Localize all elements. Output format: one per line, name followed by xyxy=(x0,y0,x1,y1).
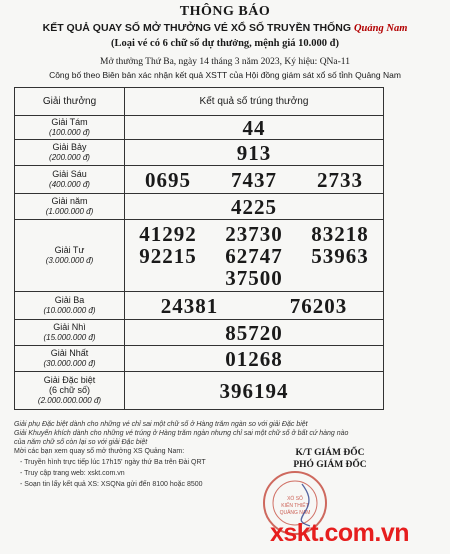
header-result: Kết quả số trúng thưởng xyxy=(125,88,384,116)
svg-text:KIẾN THIẾT: KIẾN THIẾT xyxy=(281,503,309,509)
prize-row-2 xyxy=(15,320,384,346)
prize-value: (100.000 đ) xyxy=(49,128,90,137)
prize-name: Giải Nhì xyxy=(53,322,86,332)
ticket-note: (Loại vé có 6 chữ số dự thưởng, mệnh giá 10.000 đ) xyxy=(110,38,340,49)
prize-row-3 xyxy=(15,292,384,320)
prize-label xyxy=(15,166,125,194)
brand-name: Quảng Nam xyxy=(353,23,408,34)
prize-name: Giải Tư xyxy=(54,245,85,255)
watch-info xyxy=(14,446,254,490)
prize-row-special xyxy=(15,372,384,410)
svg-text:XỔ SỐ: XỔ SỐ xyxy=(287,496,303,502)
prize-value: (400.000 đ) xyxy=(49,180,90,189)
prize-number: 53963 xyxy=(311,243,369,268)
prize-number: 2733 xyxy=(317,167,363,192)
prize-value: (1.000.000 đ) xyxy=(45,207,94,216)
watch-item: - Truyền hình trực tiếp lúc 17h15' ngày thứ Ba trên Đài QRT xyxy=(20,459,206,466)
draw-info: Mở thưởng Thứ Ba, ngày 14 tháng 3 năm 2023, Ký hiệu: QNa-11 xyxy=(100,57,350,67)
prize-numbers xyxy=(125,166,384,194)
watch-item: - Soạn tin lấy kết quả XS: XSQNa gửi đến 8100 hoặc 8500 xyxy=(20,481,203,488)
prize-name: Giải Nhất xyxy=(50,348,89,358)
table-header-row xyxy=(15,88,384,116)
notice-title: THÔNG BÁO xyxy=(179,4,271,19)
signature-role: PHÓ GIÁM ĐỐC xyxy=(293,460,367,470)
prize-label xyxy=(15,220,125,292)
prize-numbers xyxy=(125,220,384,292)
prize-number: 4225 xyxy=(125,194,384,220)
site-watermark: xskt.com.vn xyxy=(270,519,410,547)
results-table xyxy=(14,87,384,410)
note-line: của năm chữ số còn lại so với giải Đặc biệt xyxy=(14,439,148,446)
prize-name: Giải Bảy xyxy=(52,142,87,152)
prize-numbers xyxy=(125,292,384,320)
svg-text:QUẢNG NAM: QUẢNG NAM xyxy=(279,510,311,516)
special-prize-number: 396194 xyxy=(125,372,384,410)
prize-number: 44 xyxy=(125,116,384,140)
prize-number: 85720 xyxy=(125,320,384,346)
prize-notes xyxy=(14,420,394,447)
watch-intro: Mời các bạn xem quay số mở thưởng XS Quảng Nam: xyxy=(14,448,185,455)
prize-value: (2.000.000.000 đ) xyxy=(37,396,102,405)
prize-digits: (6 chữ số) xyxy=(48,385,91,395)
prize-number: 37500 xyxy=(225,265,283,290)
prize-number: 24381 xyxy=(160,293,219,318)
announcement: Công bố theo Biên bản xác nhận kết quả XSTT của Hội đồng giám sát xổ số tỉnh Quảng Nam xyxy=(49,70,401,80)
signature-title: K/T GIÁM ĐỐC xyxy=(295,448,365,458)
prize-value: (3.000.000 đ) xyxy=(45,256,94,265)
prize-value: (15.000.000 đ) xyxy=(43,333,96,342)
prize-number: 83218 xyxy=(311,221,369,246)
prize-number: 92215 xyxy=(139,243,197,268)
prize-number: 913 xyxy=(125,140,384,166)
notice-subtitle xyxy=(0,22,450,34)
header-prize: Giải thưởng xyxy=(15,88,125,116)
signature-block xyxy=(270,447,390,471)
note-line: Giải phụ Đặc biệt dành cho những vé chỉ sai một chữ số ở Hàng trăm ngàn so với giải Đặc biệt xyxy=(14,421,308,428)
prize-value: (10.000.000 đ) xyxy=(43,306,96,315)
prize-label xyxy=(15,320,125,346)
prize-row-1 xyxy=(15,346,384,372)
subtitle-text: KẾT QUẢ QUAY SỐ MỞ THƯỞNG VÉ XỔ SỐ TRUYỀN THỐNG xyxy=(42,22,352,34)
prize-name: Giải năm xyxy=(51,196,88,206)
prize-label xyxy=(15,140,125,166)
prize-label xyxy=(15,116,125,140)
prize-label xyxy=(15,372,125,410)
prize-number: 62747 xyxy=(225,243,283,268)
prize-label xyxy=(15,292,125,320)
prize-number: 0695 xyxy=(145,167,191,192)
prize-number: 01268 xyxy=(125,346,384,372)
prize-row-7 xyxy=(15,140,384,166)
prize-row-5 xyxy=(15,194,384,220)
prize-row-6 xyxy=(15,166,384,194)
note-line: Giải Khuyến khích dành cho những vé trúng ở Hàng trăm ngàn nhưng chỉ sai một chữ số ở bất cứ hàng nào xyxy=(14,430,349,437)
prize-number: 76203 xyxy=(289,293,348,318)
prize-number: 7437 xyxy=(231,167,277,192)
watch-item: - Truy cập trang web: xskt.com.vn xyxy=(20,470,125,477)
prize-label xyxy=(15,194,125,220)
prize-number: 23730 xyxy=(225,221,283,246)
prize-number: 41292 xyxy=(139,221,197,246)
prize-value: (200.000 đ) xyxy=(49,153,90,162)
prize-name: Giải Sáu xyxy=(52,169,87,179)
prize-value: (30.000.000 đ) xyxy=(43,359,96,368)
prize-name: Giải Tám xyxy=(51,117,88,127)
prize-name: Giải Ba xyxy=(54,295,85,305)
prize-label xyxy=(15,346,125,372)
prize-row-4 xyxy=(15,220,384,292)
prize-name: Giải Đặc biệt xyxy=(43,375,96,385)
prize-row-8 xyxy=(15,116,384,140)
